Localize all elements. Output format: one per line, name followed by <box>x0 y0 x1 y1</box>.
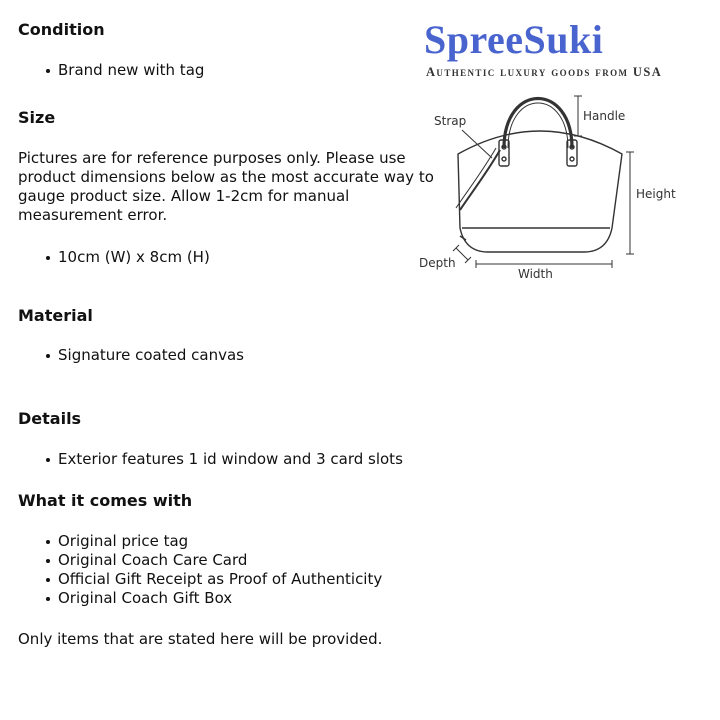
list-item: Official Gift Receipt as Proof of Authenticity <box>46 570 382 589</box>
width-label: Width <box>518 267 553 281</box>
comes-with-list <box>46 532 382 608</box>
material-list <box>46 346 244 365</box>
list-item: Signature coated canvas <box>46 346 244 365</box>
height-label: Height <box>636 187 676 201</box>
handle-label: Handle <box>583 109 626 123</box>
size-description-line: product dimensions below as the most accurate way to <box>18 168 434 186</box>
bag-dimension-diagram <box>412 88 712 288</box>
strap-label: Strap <box>434 114 467 128</box>
size-list <box>46 248 210 267</box>
list-item: Exterior features 1 id window and 3 card slots <box>46 450 403 469</box>
list-item: 10cm (W) x 8cm (H) <box>46 248 210 267</box>
footer-note: Only items that are stated here will be provided. <box>18 630 383 648</box>
list-item: Original Coach Care Card <box>46 551 382 570</box>
list-item: Brand new with tag <box>46 61 204 80</box>
logo-wordmark: SpreeSuki <box>424 17 604 62</box>
details-heading: Details <box>18 409 82 428</box>
spreesuki-logo <box>424 12 716 86</box>
size-description <box>18 149 434 225</box>
size-heading: Size <box>18 108 56 127</box>
logo-tagline: Authentic luxury goods from USA <box>426 65 663 79</box>
depth-label: Depth <box>419 256 456 270</box>
size-description-line: gauge product size. Allow 1-2cm for manual <box>18 187 350 205</box>
material-heading: Material <box>18 306 93 325</box>
list-item: Original Coach Gift Box <box>46 589 382 608</box>
comes-with-heading: What it comes with <box>18 491 193 510</box>
list-item: Original price tag <box>46 532 382 551</box>
size-description-line: measurement error. <box>18 206 168 224</box>
details-list <box>46 450 403 469</box>
condition-heading: Condition <box>18 20 105 39</box>
size-description-line: Pictures are for reference purposes only. Please use <box>18 149 406 167</box>
condition-list <box>46 61 204 80</box>
